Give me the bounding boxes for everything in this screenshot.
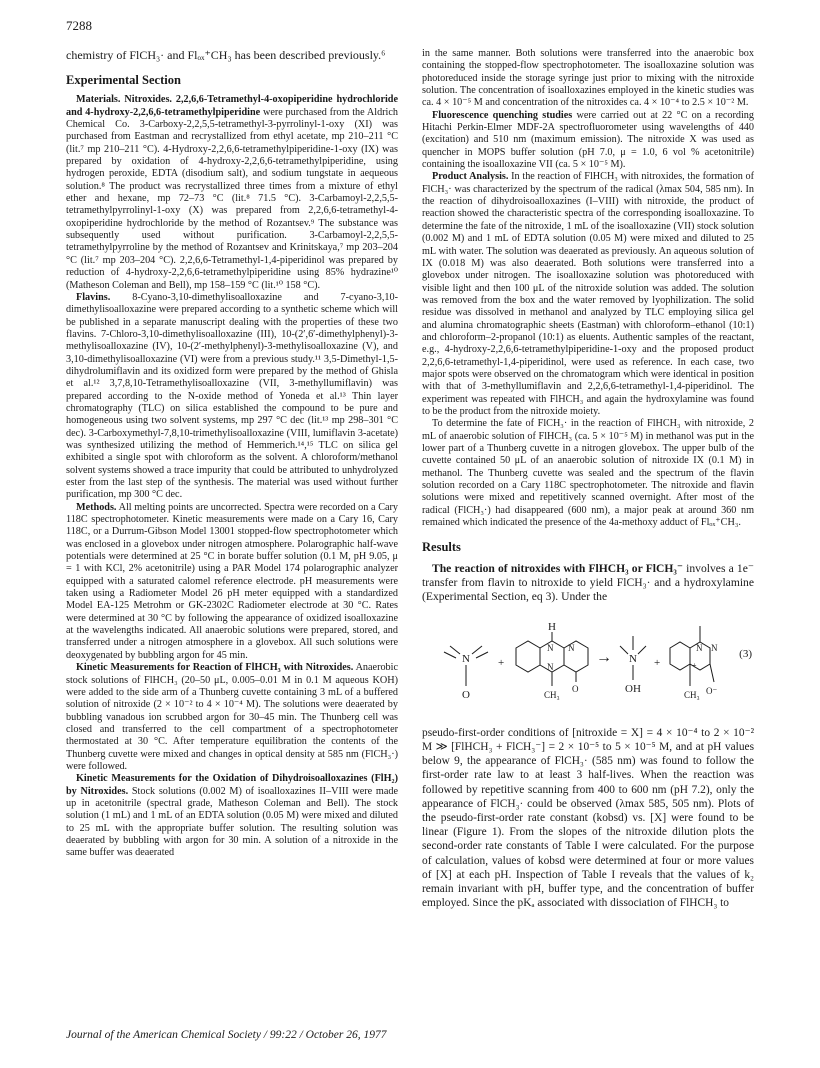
methyl-label: CH₃: [544, 689, 560, 700]
journal-footer: Journal of the American Chemical Society / 99:22 / October 26, 1977: [66, 1029, 387, 1041]
fluorescence-paragraph: [422, 110, 754, 172]
flavins-text: 8-Cyano-3,10-dimethylisoalloxazine and 7-cyano-3,10-dimethylisoalloxazine were prepared according to a synthetic scheme which will be published in a separate manuscript dealing with the properties of these two flavins. 7-Chloro-3,10-dimethylisoalloxazine (III), 10-(2′,6′-dimethylphenyl)-3-methylisoalloxazine (IV), 10-(2′-methylphenyl)-3-methylisoalloxazine (V), and 3,10-dimethylisoalloxazine (VI) were from a previous study.¹¹ 3,5-Dimethyl-1,5-dihydrolumiflavin and its oxidized form were prepared by the method of Ghisla et al.¹² 3,7,8,10-Tetramethylisoalloxazine (VII, 3-methyllumiflavin) was prepared according to the N-oxide method of Yoneda et al.¹³ Thin layer chromatography (TLC) on silica established the compound to be pure and homogeneous using two solvent systems, mp 297 °C dec (lit.¹³ mp 298–301 °C dec). 3-Carboxymethyl-7,8,10-trimethylisoalloxazine (VIII, lumiflavin 3-acetate) was synthesized utilizing the method of Hemmerich.¹⁴,¹⁵ TLC on silica gel exhibited a single spot with chloroform as the solvent. A chloroform/methanol solvent systems showed a trace impurity that could be attributed to unhydrolyzed ester from the last step of the synthesis. The material was used without further purification, mp 300 °C dec.: [66, 291, 398, 501]
flavin-n-label: N: [547, 661, 554, 672]
flavin-n-label: N: [568, 642, 575, 653]
methods-text: All melting points are uncorrected. Spectra were recorded on a Cary 118C spectrophotometer. Kinetic measurements were made on a Cary 16, Cary 118C, or a Durrum-Gibson Model 13001 stopped-flow spectrophotometer which was enclosed in a glovebox under nitrogen atmosphere. Polarographic half-wave potentials were determined at 25 °C in borate buffer solution (0.1 M, pH 9.05, μ = 1 with KCl, 2% acetonitrile) using a PAR Model 174 polarographic analyzer equipped with a saturated calomel reference electrode. pH measurements were taken using a Radiometer Model 26 pH meter equipped with a standardized Model EA-125 Metrohm or GK-2302C Radiometer electrode at 30 °C. Rates were determined at 30 °C by following the appearance of oxidized isoalloxazine at the wavelengths indicated. All anaerobic solutions were prepared, stored, and transferred under a nitrogen atmosphere in a glovebox. All such solutions were deoxygenated by bubbling argon for 45 min.: [66, 501, 398, 661]
materials-runin: Materials. Nitroxides. 2,2,6,6-Tetramethyl-4-oxopiperidine hydrochloride and 4-hydroxy-2,2,6,6-tetramethylpiperidine: [66, 94, 398, 118]
hydroxyl-label: OH: [625, 682, 641, 695]
left-column: [66, 48, 398, 860]
hydroxylamine-n-label: N: [629, 652, 637, 665]
bond: [638, 646, 646, 654]
bond: [472, 646, 482, 654]
oxide-label: O⁻: [706, 685, 718, 696]
flavins-paragraph: [66, 292, 398, 502]
kinetic1-runin: Kinetic Measurements for Reaction of FlHCH₃ with Nitroxides.: [76, 662, 354, 674]
kinetic2-text: Stock solutions (0.002 M) of isoalloxazines II–VIII were made up in acetonitrile (spectral grade, Matheson Coleman and Bell). The stock solution (1 mL) and 1 mL of an EDTA solution (0.05 M) were mixed and diluted to 25 mL with the appropriate buffer solution. The resulting solution was deaerated by bubbling with argon for 30 min. A solution of a nitroxide in the same buffer was deaerated: [66, 785, 398, 859]
results-lead-paragraph: [422, 562, 754, 604]
methyl-label: CH₃: [684, 689, 700, 700]
product-paragraph: [422, 171, 754, 418]
bond: [444, 652, 456, 658]
fate-paragraph: To determine the fate of FlCH₃· in the reaction of FlHCH₃ with nitroxide, 2 mL of anaerobic solution of FlHCH₃ (ca. 5 × 10⁻⁵ M) in methanol was put in the lower part of a Thunberg cuvette in a nitrogen glovebox. The upper bulb of the cuvette contained 50 μL of an anaerobic solution of nitroxide IX (0.1 M) in methanol. The Thunberg cuvette was sealed and the spectrum of the flavin solution recorded on a Cary 118C spectrophotometer. The nitroxide and flavin solutions were mixed and repetitively scanned overnight. After most of the radical (FlCH₃·) had disappeared (600 nm), a major peak at around 360 nm remained which indicated the presence of the 4a-methoxy adduct of Flₒₓ⁺CH₃.: [422, 418, 754, 529]
radical-n-label: N: [711, 642, 718, 653]
plus-sign: +: [498, 656, 505, 669]
h-label: H: [548, 620, 556, 633]
kinetic2-paragraph: [66, 773, 398, 859]
results-heading: Results: [422, 540, 461, 555]
right-column: [422, 48, 754, 910]
methods-paragraph: [66, 502, 398, 662]
ring: [516, 641, 540, 672]
kinetic1-text: Anaerobic stock solutions of FlHCH₃ (20–50 μL, 0.005–0.01 M in 0.1 M aqueous KOH) were added to the side arm of a Thunberg cuvette containing 3 mL of a buffered solution of nitroxide (2 × 10⁻² to 4 × 10⁻⁴ M). The solutions were deaerated by bubbling vanadous ion scrubbed argon for 30–45 min. The Thunberg cell was closed and transferred to the cell compartment of a spectrophotometer thermostated at 30 °C. After temperature equilibration the contents of the Thunberg cuvette were mixed and changes in optical density at 585 nm (FlCH₃·) were followed.: [66, 662, 398, 772]
kinetic2-runin: Kinetic Measurements for the Oxidation of Dihydroisoalloxazines (FlH₂) by Nitroxides.: [66, 773, 398, 797]
charge-label: +: [692, 660, 697, 670]
reaction-scheme-svg: [422, 610, 722, 718]
reaction-scheme: [422, 610, 754, 718]
results-body-paragraph: pseudo-first-order conditions of [nitroxide = X] = 4 × 10⁻⁴ to 2 × 10⁻² M ≫ [FlHCH₃ + FlCH₃⁻] = 2 × 10⁻⁵ to 5 × 10⁻⁵ M, and at pH values below 9, the appearance of FlCH₃· (585 nm) was found to follow the first-order rate law to at least 3 half-lives. When the reaction was followed by repetitive scanning from 400 to 600 nm (pH 7.2), only the appearance of FlCH₃· could be observed (λmax 585, 505 nm). Plots of the pseudo-first-order rate constant (kobsd) vs. [X] were found to be linear (Figure 1). From the slopes of the nitroxide dilution plots the second-order rate constants of Table I were calculated. For the purpose of calculation, values of kobsd were determined at four or more values of [X] at each pH. Inspection of Table I reveals that the values of k₂ remain invariant with pH, buffer type, and the concentration of buffer employed. Since the pKₐ associated with dissociation of FlHCH₃ to: [422, 726, 754, 910]
plus-sign: +: [654, 656, 661, 669]
intro-paragraph: chemistry of FlCH₃· and Flₒₓ⁺CH₃ has been described previously.⁶: [66, 48, 386, 62]
nitroxide-n-label: N: [462, 652, 470, 665]
carbonyl-o-label: O: [572, 683, 579, 694]
reaction-arrow: →: [596, 648, 612, 666]
kinetic1-paragraph: [66, 662, 398, 773]
bond: [450, 646, 460, 654]
bond: [620, 646, 628, 654]
flavins-runin: Flavins.: [76, 291, 111, 303]
fluorescence-runin: Fluorescence quenching studies: [432, 109, 573, 121]
continuation-paragraph: in the same manner. Both solutions were transferred into the anaerobic box containing the stopped-flow spectrophotometer. The isoalloxazine solution was photoreduced inside the storage syringe just prior to mixing with the nitroxide solution. The concentration of isoalloxazines employed in the kinetic studies was ca. 4 × 10⁻⁵ M and concentration of the nitroxides ca. 4 × 10⁻⁴ to 2.5 × 10⁻² M.: [422, 48, 754, 109]
fluorescence-text: were carried out at 22 °C on a recording Hitachi Perkin-Elmer MDF-2A spectrofluorometer using wavelengths of 440 (excitation) and 510 nm (maximum emission). The nitroxide X was used as quencher in MOPS buffer solution (pH 7.0, μ = 1.0, 6 vol % acetonitrile) containing the isoalloxazine VII (ca. 5 × 10⁻⁵ M).: [422, 109, 754, 171]
bond: [476, 652, 488, 658]
materials-paragraph: [66, 94, 398, 292]
results-lead-text: involves a 1e⁻ transfer from flavin to nitroxide to yield FlCH₃· and a hydroxylamine (Experimental Section, eq 3). Under the: [422, 561, 754, 603]
section-heading: Experimental Section: [66, 73, 181, 87]
results-runin: The reaction of nitroxides with FlHCH₃ or FlCH₃⁻: [432, 561, 683, 575]
product-runin: Product Analysis.: [432, 171, 509, 183]
radical-n-label: N: [696, 642, 703, 653]
materials-text: were purchased from the Aldrich Chemical Co. 3-Carboxy-2,2,5,5-tetramethyl-3-pyrrolinyl-1-oxy (XI) was purchased from Eastman and recrystallized from ethyl acetate, mp 210–211 °C (lit.⁷ mp 210–211 °C). 4-Hydroxy-2,2,6,6-tetramethylpiperidine-1-oxy (IX) was prepared by oxidation of 4-hydroxy-2,2,6,6-tetramethylpiperidine, using hydrogen peroxide, EDTA (disodium salt), and sodium tungstate in aequeous solution.⁸ The product was recrystallized three times from a mixture of ethyl ether and hexane, mp 72–73 °C (lit.⁸ 71.5 °C). 3-Carbamoyl-2,2,5,5-tetramethylpyrrolinyl-1-oxy (X) was prepared from 2,2,6,6-tetramethyl-4-oxopiperidine hydrochloride by the method of Rozantsev.⁹ The substance was subsequently used without purification. 3-Carbamoyl-2,2,5,5-tetramethylpyrroline by the method of Rozantsev and Krinitskaya,⁷ mp 203–204 °C (lit.⁷ mp 203–204 °C). 2,2,6,6-Tetramethyl-1,4-piperidinol was prepared by reduction of 4-hydroxy-2,2,6,6-tetramethylpiperidine using 85% hydrazine¹⁰ (Matheson Coleman and Bell), mp 158–159 °C (lit.¹⁰ 158 °C).: [66, 106, 399, 291]
ring: [670, 642, 690, 670]
methods-runin: Methods.: [76, 501, 117, 513]
product-text: In the reaction of FlHCH₃ with nitroxides, the formation of FlCH₃· was characterized by the spectrum of the radical (λmax 504, 585 nm). In the reaction of dihydroisoalloxazines (I–VIII) with nitroxide, the product of reaction showed the characteristic spectra of the corresponding isoalloxazine. To determine the fate of the nitroxide, 1 mL of the isoalloxazine (VII) stock solution (0.002 M) and 1 mL of EDTA solution (0.05 M) were mixed and diluted to 25 mL with water. The solution was deaerated as previously. An aqueous solution of IX (0.018 M) was also deaerated. Both solutions were transferred into a glovebox under nitrogen. The isoalloxazine solution was photoreduced with visible light and then 100 μL of the nitroxide solution was added. The solution was removed from the box and the water removed by lyophilization. The solid residue was dissolved in methanol and analyzed by TLC employing silica gel and alumina chromatographic sheets (Eastman) with chloroform–ethanol (10:1) and chloroform–2-propanol (10:1) as eluents. Authentic samples of the reactant, e.g., 4-hydroxy-2,2,6,6-tetramethylpiperidine-1-oxy and the proposed product 2,2,6,6-tetramethyl-1,4-piperidinol, were used as reference. In each case, two major spots were observed on the chromatogram which were identical in position with that of 3-methyllumiflavin and 2,2,6,6-tetramethyl-1,4-piperidinol. The experiment was repeated with FlHCH₃ and again the hydroxylamine was found to be the product from the nitroxide moiety.: [422, 171, 754, 417]
bond: [710, 664, 714, 682]
flavin-n-label: N: [547, 642, 554, 653]
nitroxide-o-label: O: [462, 688, 470, 701]
equation-number: (3): [739, 647, 752, 660]
page-number: 7288: [66, 18, 92, 33]
